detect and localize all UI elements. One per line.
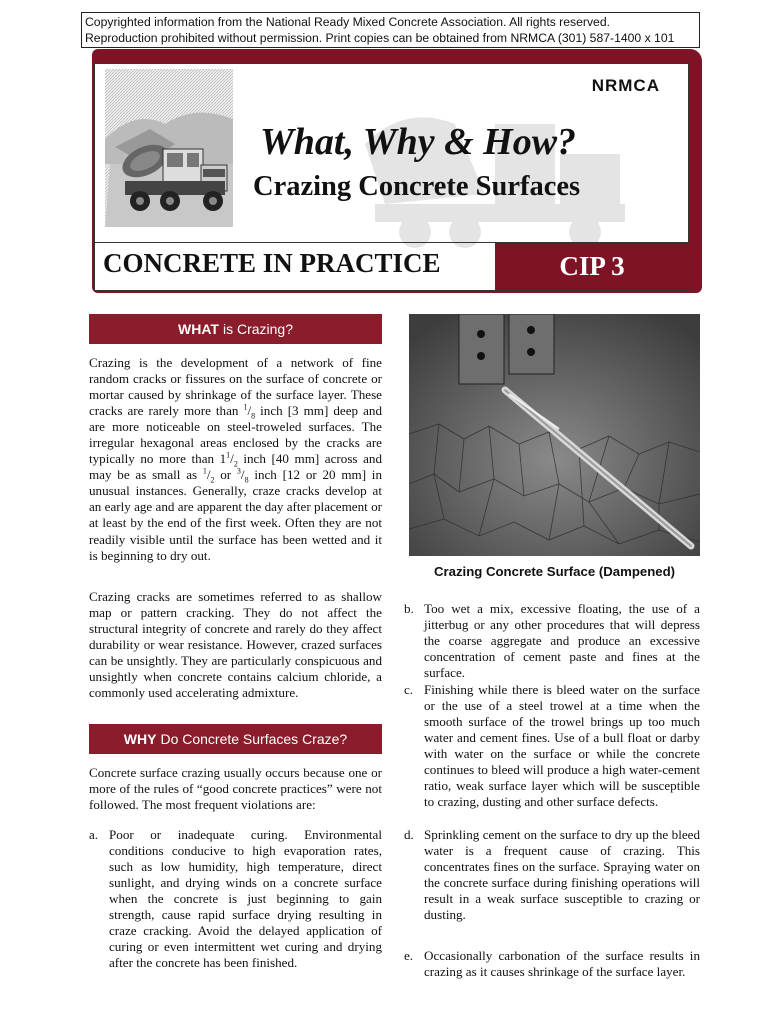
list-marker: b. [404, 601, 414, 616]
list-item-text: Finishing while there is bleed water on the surface or the use of a steel trowel at a time when the smooth surface of the trowel brings up too much water and cement fines. Use of a bull float or darby with water on the surface or while the concrete continues to bleed will produce a high water-cement ratio, weak surface layer which will be susceptible to crazing, dusting and other surface defects. [424, 682, 700, 810]
cip-badge [495, 243, 689, 290]
header-panel [94, 63, 689, 291]
what-paragraph-2 [89, 589, 382, 701]
list-item-text: Occasionally carbonation of the surface results in crazing as it causes shrinkage of the surface layer. [424, 948, 700, 980]
what-p1-part-e: inch [12 or 20 mm] in unusual instances. Generally, craze cracks develop at an early age and are apparent the day after placement or at least by the end of the first week. Often they are not readily visible until the surface has been wetted and it is beginning to dry out. [89, 467, 382, 563]
frac1-den: 8 [251, 411, 256, 421]
list-item-text: Too wet a mix, excessive floating, the use of a jitterbug or any other procedures that will depress the coarse aggregate and produce an excessive concentration of cement paste and fines at the surface. [424, 601, 700, 681]
truck-watermark [345, 84, 645, 254]
what-heading-strong: WHAT [178, 321, 219, 337]
list-item-a [89, 827, 382, 971]
copyright-line-1: Copyrighted information from the National Ready Mixed Concrete Association. All rights reserved. [85, 15, 610, 29]
list-marker: c. [404, 682, 414, 697]
series-title: CONCRETE IN PRACTICE [103, 248, 441, 278]
photo-caption: Crazing Concrete Surface (Dampened) [433, 564, 676, 579]
what-paragraph-1: Crazing is the development of a network of fine random cracks or fissures on the surface of concrete or mortar caused by shrinkage of the surface layer. These cracks are rarely more than $^1/_8$ inch [3 mm] deep and are more noticeable on steel-troweled surfaces. The irregular hexagonal areas enclosed by the cracks are typically no more than $1^1/_2$ inch [40 mm] across and may be as small as $^1/_2$ or $^3/_8$ inch [12 or 20 mm] in unusual instances. Generally, craze cracks develop at an early age and are apparent the day after placement or at least by the end of the first week. Often they are not readily visible until the surface has been wetted and it is beginning to dry out. [89, 355, 383, 563]
list-item-e [404, 948, 700, 980]
what-p1-part-c: inch [40 mm] across and may be as small as [89, 451, 382, 483]
list-marker: a. [89, 827, 99, 842]
list-item-d [404, 827, 700, 923]
what-p1-part-d: or [214, 467, 237, 483]
why-heading-strong: WHY [123, 731, 157, 747]
what-p1-part-a: Crazing is the development of a network of fine random cracks or fissures on the surface of concrete or mortar caused by shrinkage of the surface layer. These cracks are rarely more than [89, 355, 382, 419]
list-marker: d. [404, 827, 414, 842]
page-subtitle: Crazing Concrete Surfaces [253, 171, 581, 202]
copyright-line-2: Reproduction prohibited without permission. Print copies can be obtained from NRMCA (301) 587-1400 x 101 [85, 31, 675, 45]
list-item-text: Poor or inadequate curing. Environmental conditions conducive to high evaporation rates, such as low humidity, high temperature, direct sunlight, and drying winds on a concrete surface when the concrete is just beginning to gain strength, cause rapid surface drying resulting in craze cracking. Avoid the delayed application of curing or even intermittent wet curing and drying after the concrete has been finished. [109, 827, 382, 971]
cip-number: CIP 3 [559, 251, 625, 281]
why-heading [89, 724, 382, 754]
copyright-notice [81, 12, 700, 48]
mixer-truck-illustration [105, 69, 233, 227]
frac4-den: 8 [244, 475, 249, 485]
why-heading-text: Do Concrete Surfaces Craze? [160, 731, 348, 747]
list-item-text: Sprinkling cement on the surface to dry up the bleed water is a frequent cause of crazing. This concentrates fines on the surface. Spraying water on the concrete surface during finishing operations will result in a weak surface susceptible to crazing or dusting. [424, 827, 700, 923]
page-title: What, Why & How? [260, 121, 577, 163]
what-heading [89, 314, 382, 344]
what-p1-part-b: inch [3 mm] deep and are more noticeable on steel-troweled surfaces. The irregular hexagonal areas enclosed by the cracks are typically no more than 1 [89, 403, 383, 467]
org-acronym: NRMCA [591, 76, 660, 95]
header-card [92, 49, 702, 293]
list-item-b [404, 601, 700, 681]
frac3-den: 2 [210, 475, 215, 485]
why-intro-text: Concrete surface crazing usually occurs because one or more of the rules of “good concrete practices” were not followed. The most frequent violations are: [89, 765, 382, 813]
frac2-num: 1 [226, 450, 231, 460]
frac4-num: 3 [236, 466, 241, 476]
why-intro [89, 765, 382, 813]
list-marker: e. [404, 948, 414, 963]
list-item-c [404, 682, 700, 810]
frac2-den: 2 [233, 459, 238, 469]
frac1-num: 1 [243, 402, 248, 412]
crazed-surface-photo [409, 314, 700, 556]
what-heading-text: is Crazing? [222, 321, 293, 337]
frac3-num: 1 [202, 466, 207, 476]
what-p2-text: Crazing cracks are sometimes referred to as shallow map or pattern cracking. They do not affect the structural integrity of concrete and rarely do they affect durability or wear resistance. However, crazed surfaces can be unsightly. They are particularly conspicuous and unsightly when concrete contains calcium chloride, a commonly used accelerating admixture. [89, 589, 382, 701]
